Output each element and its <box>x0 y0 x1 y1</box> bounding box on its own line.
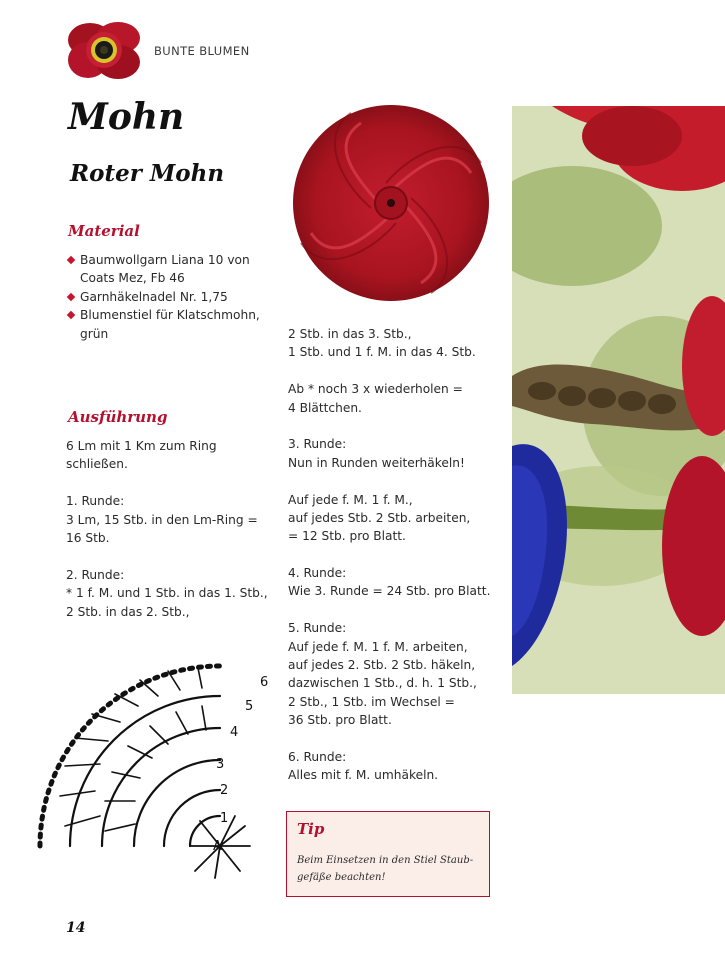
instruction-line: auf jedes Stb. 2 Stb. arbeiten, <box>288 510 471 525</box>
round-title: 6. Runde: <box>288 749 347 764</box>
tip-title: Tip <box>297 820 325 838</box>
instruction-line: Ab * noch 3 x wiederholen = <box>288 382 463 397</box>
instruction-line: Wie 3. Runde = 24 Stb. pro Blatt. <box>288 584 491 599</box>
instruction-line: * 1 f. M. und 1 Stb. in das 1. Stb., <box>66 586 268 601</box>
material-list <box>68 251 260 343</box>
diagram-round-label: 5 <box>245 699 254 714</box>
diagram-round-label: 1 <box>220 811 229 826</box>
instructions-column-2 <box>288 325 490 785</box>
material-heading: Material <box>68 222 140 240</box>
instruction-line: 2 Stb. in das 3. Stb., <box>288 327 412 341</box>
tip-box <box>286 811 490 897</box>
instruction-line: 3 Lm, 15 Stb. in den Lm-Ring = <box>66 512 258 527</box>
diagram-start-label: A <box>213 839 222 854</box>
diagram-round-label: 4 <box>230 725 239 740</box>
round-title: 4. Runde: <box>288 566 347 581</box>
instruction-line: Alles mit f. M. umhäkeln. <box>288 768 439 783</box>
round-title: 5. Runde: <box>288 621 347 636</box>
instruction-line: Nun in Runden weiterhäkeln! <box>288 455 465 470</box>
instruction-line: 16 Stb. <box>66 530 110 545</box>
instruction-line: 2 Stb., 1 Stb. im Wechsel = <box>288 694 455 709</box>
instructions-column-1 <box>66 437 268 621</box>
bullet-diamond-icon <box>67 256 75 264</box>
instruction-line: dazwischen 1 Stb., d. h. 1 Stb., <box>288 676 477 691</box>
material-item <box>68 306 260 343</box>
material-line: Coats Mez, Fb 46 <box>80 271 185 286</box>
instruction-line: Auf jede f. M. 1 f. M. arbeiten, <box>288 639 468 654</box>
poppy-header-image <box>64 14 144 86</box>
instruction-line: 1 Stb. und 1 f. M. in das 4. Stb. <box>288 345 476 360</box>
instruction-line: auf jedes 2. Stb. 2 Stb. häkeln, <box>288 658 476 673</box>
instruction-line: = 12 Stb. pro Blatt. <box>288 529 406 544</box>
crochet-poppy-photo <box>284 100 502 308</box>
poppy-bouquet-photo <box>512 106 725 694</box>
diagram-round-label: 3 <box>216 757 225 772</box>
section-label: BUNTE BLUMEN <box>154 44 250 58</box>
instruction-line: schließen. <box>66 457 128 472</box>
page-title: Mohn <box>68 96 185 138</box>
round-title: 3. Runde: <box>288 437 347 452</box>
material-item <box>68 288 260 306</box>
page-number: 14 <box>66 920 86 936</box>
tip-line: gefäße beachten! <box>297 872 386 883</box>
material-line: Baumwollgarn Liana 10 von <box>80 253 250 267</box>
tip-text <box>297 852 487 886</box>
instruction-line: 6 Lm mit 1 Km zum Ring <box>66 439 217 453</box>
material-line: Blumenstiel für Klatschmohn, <box>80 308 260 323</box>
bullet-diamond-icon <box>67 293 75 301</box>
instruction-line: 2 Stb. in das 2. Stb., <box>66 604 190 619</box>
page-subtitle: Roter Mohn <box>70 160 225 187</box>
instruction-line: Auf jede f. M. 1 f. M., <box>288 492 413 507</box>
crochet-chart-diagram <box>20 646 282 900</box>
diagram-round-label: 6 <box>260 675 269 690</box>
diagram-round-label: 2 <box>220 783 229 798</box>
ausfuehrung-heading: Ausführung <box>68 408 168 426</box>
material-line: Garnhäkelnadel Nr. 1,75 <box>80 289 228 304</box>
instruction-line: 36 Stb. pro Blatt. <box>288 713 392 728</box>
bullet-diamond-icon <box>67 311 75 319</box>
material-line: grün <box>80 326 109 341</box>
round-title: 2. Runde: <box>66 567 125 582</box>
instruction-line: 4 Blättchen. <box>288 400 362 415</box>
round-title: 1. Runde: <box>66 494 125 509</box>
material-item <box>68 251 260 288</box>
tip-line: Beim Einsetzen in den Stiel Staub- <box>297 855 474 866</box>
